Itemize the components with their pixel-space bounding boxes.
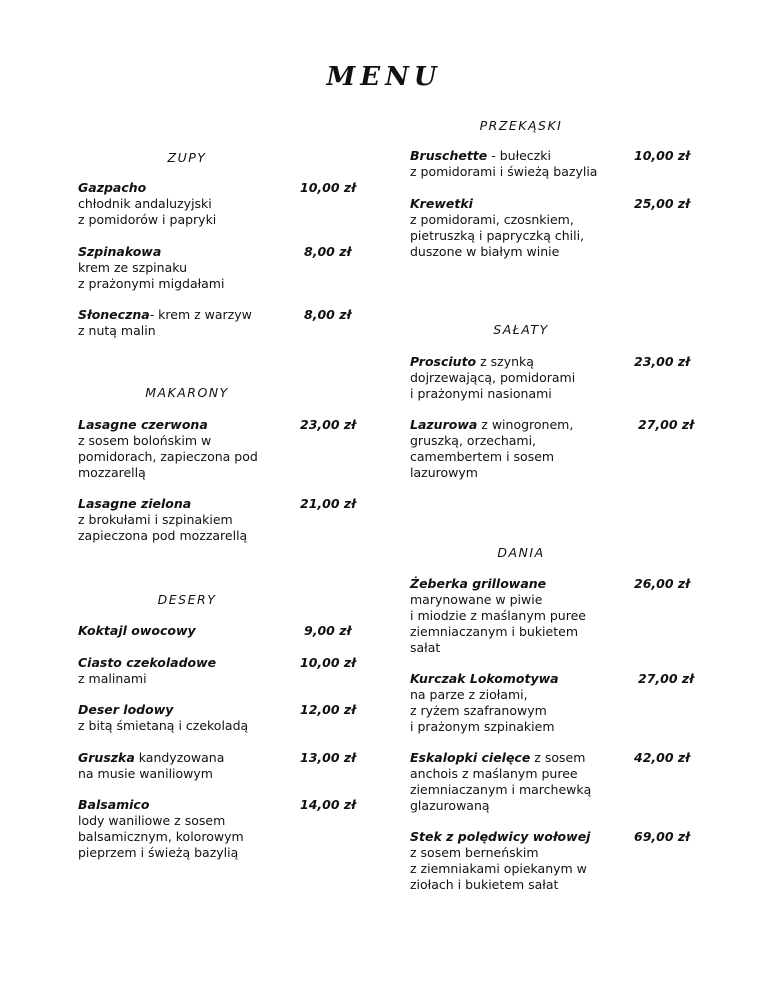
item-name: Krewetki [410,196,473,211]
item-name: Lasagne zielona [78,496,192,511]
item-description: lody waniliowe z sosem balsamicznym, kolorowym pieprzem i świeżą bazylią [78,813,244,860]
item-price: 10,00 zł [300,655,356,670]
item-price: 23,00 zł [634,354,690,369]
menu-item-krewetki [410,196,625,260]
menu-item-gruszka [78,750,293,782]
item-description: z pomidorami i świeżą bazylia [410,164,598,179]
item-description: na parze z ziołami, z ryżem szafranowym i prażonym szpinakiem [410,687,555,734]
item-description: z nutą malin [78,323,156,338]
item-price: 42,00 zł [634,750,690,765]
section-heading-makarony: MAKARONY [145,385,229,400]
menu-item-bruschette [410,148,625,180]
item-price: 14,00 zł [300,797,356,812]
menu-item-sloneczna [78,307,288,339]
section-heading-zupy: ZUPY [167,150,207,165]
item-name-suffix: z winogronem, [477,417,574,432]
item-description: z bitą śmietaną i czekoladą [78,718,249,733]
item-price: 69,00 zł [634,829,690,844]
section-heading-desery: DESERY [157,592,217,607]
item-price: 10,00 zł [634,148,690,163]
item-name: Deser lodowy [78,702,174,717]
item-description: na musie waniliowym [78,766,213,781]
item-price: 25,00 zł [634,196,690,211]
menu-item-szpinakowa [78,244,288,292]
item-name: Eskalopki cielęce [410,750,531,765]
item-name-suffix: z sosem [530,750,586,765]
item-name: Ciasto czekoladowe [78,655,217,670]
menu-item-gazpacho [78,180,288,228]
item-price: 27,00 zł [638,417,694,432]
section-heading-salaty: SAŁATY [493,322,549,337]
item-description: marynowane w piwie i miodzie z maślanym puree ziemniaczanym i bukietem sałat [410,592,586,655]
item-description: z sosem bolońskim w pomidorach, zapieczona pod mozzarellą [78,433,258,480]
menu-item-lasagne-czerwona [78,417,293,481]
item-price: 26,00 zł [634,576,690,591]
item-price: 13,00 zł [300,750,356,765]
item-description: anchois z maślanym puree ziemniaczanym i marchewką glazurowaną [410,766,592,813]
section-heading-dania: DANIA [497,545,545,560]
menu-item-ciasto [78,655,293,687]
item-name-suffix: - krem z warzyw [149,307,252,322]
item-name-suffix: z szynką [476,354,534,369]
item-price: 27,00 zł [638,671,694,686]
item-description: dojrzewającą, pomidorami i prażonymi nasionami [410,370,576,401]
menu-item-prosciuto [410,354,625,402]
item-price: 12,00 zł [300,702,356,717]
item-name-suffix: kandyzowana [134,750,225,765]
item-description: gruszką, orzechami, camembertem i sosem lazurowym [410,433,555,480]
item-description: z sosem berneńskim z ziemniakami opiekanym w ziołach i bukietem sałat [410,845,587,892]
item-description: z malinami [78,671,147,686]
item-name: Gruszka [78,750,135,765]
item-price: 23,00 zł [300,417,356,432]
item-name: Koktajl owocowy [78,623,196,638]
menu-title: MENU [326,62,442,92]
item-description: z brokułami i szpinakiem zapieczona pod mozzarellą [78,512,248,543]
item-description: z pomidorami, czosnkiem, pietruszką i papryczką chili, duszone w białym winie [410,212,585,259]
item-name: Balsamico [78,797,150,812]
item-description: chłodnik andaluzyjski z pomidorów i papryki [78,196,217,227]
menu-item-lasagne-zielona [78,496,293,544]
item-price: 10,00 zł [300,180,356,195]
menu-item-balsamico [78,797,293,861]
item-name: Żeberka grillowane [410,576,547,591]
item-name: Prosciuto [410,354,477,369]
menu-item-kurczak [410,671,625,735]
item-price: 9,00 zł [304,623,352,638]
menu-item-stek [410,829,630,893]
menu-item-zeberka [410,576,625,656]
item-name: Szpinakowa [78,244,162,259]
menu-item-eskalopki [410,750,625,814]
item-name: Słoneczna [78,307,150,322]
item-name: Stek z polędwicy wołowej [410,829,591,844]
item-description: krem ze szpinaku z prażonymi migdałami [78,260,225,291]
item-name: Lazurowa [410,417,478,432]
item-name: Lasagne czerwona [78,417,208,432]
menu-item-deser-lodowy [78,702,293,734]
item-price: 8,00 zł [304,307,352,322]
item-price: 21,00 zł [300,496,356,511]
item-price: 8,00 zł [304,244,352,259]
item-name: Gazpacho [78,180,147,195]
item-name: Bruschette [410,148,488,163]
item-name-suffix: - bułeczki [487,148,551,163]
section-heading-przekaski: PRZEKĄSKI [479,118,563,133]
item-name: Kurczak Lokomotywa [410,671,559,686]
menu-item-lazurowa [410,417,625,481]
menu-item-koktajl [78,623,293,639]
